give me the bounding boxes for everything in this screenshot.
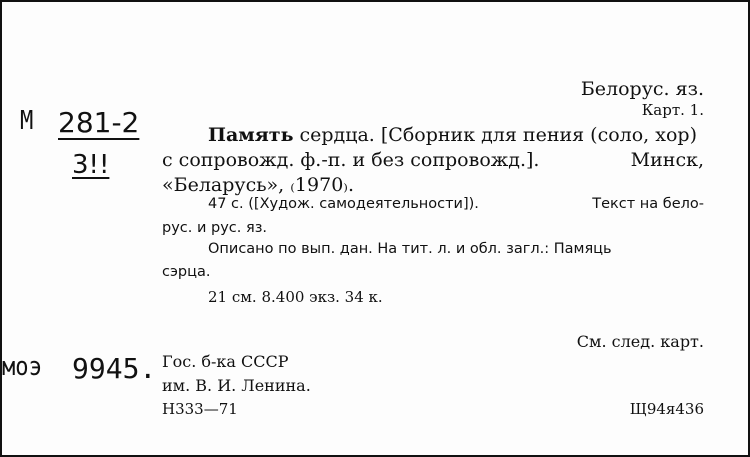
title-bold-word: Память (208, 124, 294, 146)
library-name: Гос. б-ка СССР (162, 352, 289, 371)
shelf-mark-prefix: М (20, 106, 34, 136)
language-note: Белорус. яз. (580, 78, 704, 100)
library-name-cont: им. В. И. Ленина. (162, 376, 311, 395)
language-text-note: Текст на бело- (592, 196, 704, 212)
language-text-note-cont: рус. и рус. яз. (162, 220, 268, 236)
publisher-year: «Беларусь», ₍1970₎. (162, 174, 354, 196)
card-number: Карт. 1. (641, 101, 704, 119)
title-rest: сердца. [Сборник для пения (соло, хор) (293, 124, 697, 146)
library-code: Н333—71 (162, 400, 238, 418)
title-line (208, 124, 697, 146)
shelf-mark-code: 281-2 (58, 106, 140, 139)
description-source-note: Описано по вып. дан. На тит. л. и обл. загл.: Памяць (208, 241, 612, 257)
publication-place: Минск, (630, 149, 704, 171)
pagination-series: 47 с. ([Худож. самодеятельности]). (208, 196, 479, 212)
physical-description: 21 см. 8.400 экз. 34 к. (208, 288, 383, 306)
accession-number: 9945. (72, 352, 157, 385)
accession-prefix: моэ (2, 352, 42, 382)
description-line-2-left: с сопровожд. ф.-п. и без сопровожд.]. (162, 149, 540, 171)
see-next-card: См. след. карт. (576, 332, 704, 351)
card-code: Щ94я436 (629, 400, 704, 418)
shelf-mark-copy: 3!! (72, 150, 110, 180)
description-source-note-cont: сэрца. (162, 264, 211, 280)
